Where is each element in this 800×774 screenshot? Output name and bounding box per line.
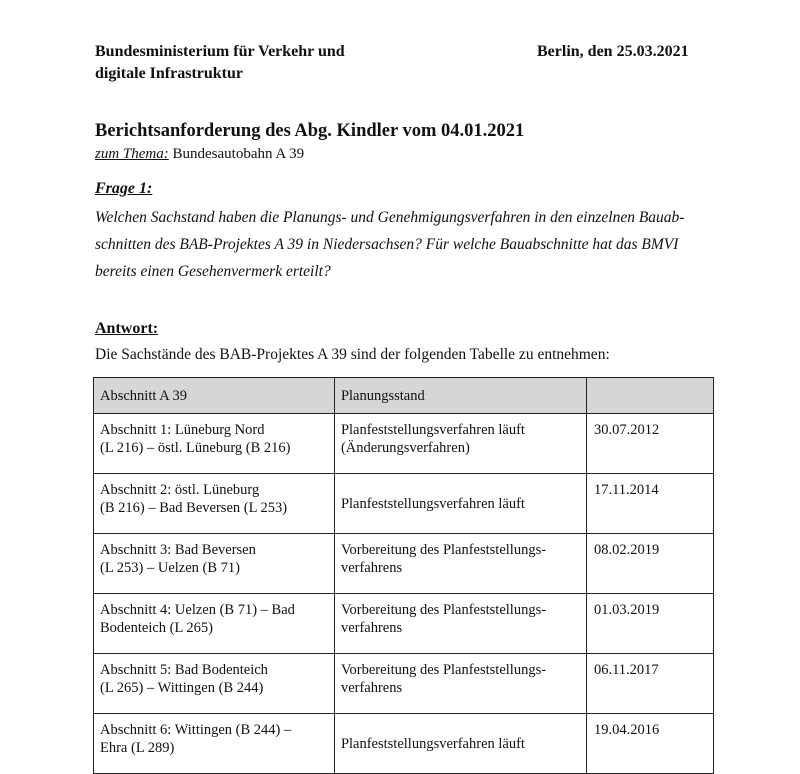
document-date: Berlin, den 25.03.2021 — [537, 43, 689, 60]
status-line: Vorbereitung des Planfeststellungs- — [340, 602, 547, 618]
status-cell — [334, 654, 586, 714]
date-cell: 06.11.2017 — [586, 654, 713, 714]
question-line: Welchen Sachstand haben die Planungs- und Genehmigungsverfahren in den einzelnen Bauab- — [95, 209, 685, 226]
section-line: Abschnitt 4: Uelzen (B 71) – Bad — [100, 602, 295, 618]
section-cell — [94, 714, 335, 774]
table-row — [94, 714, 714, 774]
section-cell — [94, 594, 335, 654]
section-line: Abschnitt 6: Wittingen (B 244) – — [100, 722, 292, 738]
status-cell — [334, 474, 586, 534]
section-cell — [94, 534, 335, 594]
column-header-date — [586, 378, 713, 414]
status-line: verfahrens — [340, 560, 403, 576]
status-line: Planfeststellungsverfahren läuft — [340, 735, 525, 752]
status-line: Planfeststellungsverfahren läuft — [340, 495, 525, 512]
question-text — [95, 204, 720, 285]
status-line: Vorbereitung des Planfeststellungs- — [340, 662, 547, 678]
sender-block — [95, 41, 345, 85]
section-line: (L 253) – Uelzen (B 71) — [100, 560, 240, 576]
topic-value: Bundesautobahn A 39 — [172, 146, 305, 162]
status-cell — [334, 534, 586, 594]
section-cell — [94, 474, 335, 534]
section-line: Abschnitt 3: Bad Beversen — [100, 542, 256, 558]
column-header-section: Abschnitt A 39 — [94, 378, 335, 414]
question-line: bereits einen Gesehenvermerk erteilt? — [95, 263, 331, 280]
section-line: Bodenteich (L 265) — [100, 620, 214, 636]
column-header-status: Planungsstand — [334, 378, 586, 414]
section-line: (L 216) – östl. Lüneburg (B 216) — [100, 440, 291, 456]
sender-line-2: digitale Infrastruktur — [95, 65, 243, 82]
table-row — [94, 534, 714, 594]
table-row — [94, 474, 714, 534]
topic-line — [95, 144, 304, 164]
date-cell: 30.07.2012 — [586, 414, 713, 474]
status-line: Vorbereitung des Planfeststellungs- — [340, 542, 547, 558]
section-line: (L 265) – Wittingen (B 244) — [100, 680, 264, 696]
answer-intro: Die Sachstände des BAB-Projektes A 39 sind der folgenden Tabelle zu entnehmen: — [95, 346, 610, 363]
table-header-row — [94, 378, 714, 414]
answer-heading: Antwort: — [95, 320, 159, 337]
sender-line-1: Bundesministerium für Verkehr und — [95, 43, 345, 60]
status-line: verfahrens — [340, 680, 403, 696]
status-cell — [334, 714, 586, 774]
topic-label: zum Thema: — [95, 146, 169, 162]
section-line: Ehra (L 289) — [100, 740, 175, 756]
question-heading: Frage 1: — [95, 180, 153, 197]
date-cell: 01.03.2019 — [586, 594, 713, 654]
status-line: Planfeststellungsverfahren läuft — [340, 422, 525, 438]
status-line: verfahrens — [340, 620, 403, 636]
section-cell — [94, 654, 335, 714]
table-row — [94, 414, 714, 474]
section-line: Abschnitt 5: Bad Bodenteich — [100, 662, 268, 678]
sections-table — [93, 377, 714, 774]
section-cell — [94, 414, 335, 474]
table-row — [94, 594, 714, 654]
date-cell: 08.02.2019 — [586, 534, 713, 594]
document-title: Berichtsanforderung des Abg. Kindler vom 04.01.2021 — [95, 121, 525, 141]
section-line: Abschnitt 1: Lüneburg Nord — [100, 422, 265, 438]
table-row — [94, 654, 714, 714]
status-cell — [334, 414, 586, 474]
status-cell — [334, 594, 586, 654]
question-line: schnitten des BAB-Projektes A 39 in Niedersachsen? Für welche Bauabschnitte hat das BMVI — [95, 236, 679, 253]
section-line: (B 216) – Bad Beversen (L 253) — [100, 500, 288, 516]
status-line: (Änderungsverfahren) — [340, 440, 470, 456]
date-cell: 17.11.2014 — [586, 474, 713, 534]
section-line: Abschnitt 2: östl. Lüneburg — [100, 482, 260, 498]
date-cell: 19.04.2016 — [586, 714, 713, 774]
